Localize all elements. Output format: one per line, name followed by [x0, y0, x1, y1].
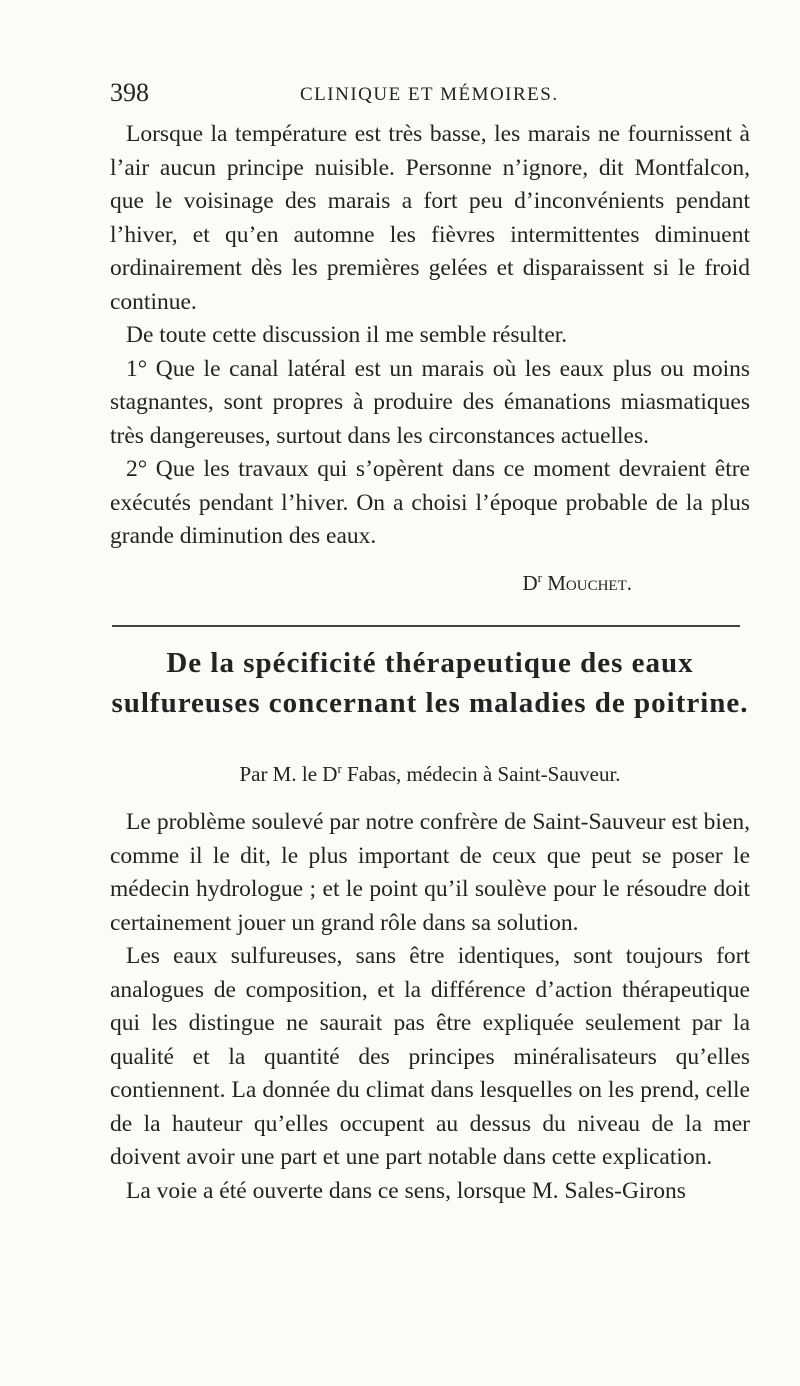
author-signature [522, 571, 632, 596]
paragraph: Le problème soulevé par notre confrère de Saint-Sauveur est bien, comme il le dit, le plus important de ceux que peut se poser le médecin hydrologue ; et le point qu’il soulève pour le résoudre doit certainement jouer un grand rôle dans sa solution. [110, 809, 750, 936]
paragraph: Lorsque la température est très basse, les marais ne fournissent à l’air aucun principe nuisible. Personne n’ignore, dit Montfalcon, que le voisinage des marais a fort peu d’inconvénients pendant l’hiver, et qu’en automne les fièvres intermittentes diminuent ordinairement dès les premières gelées et disparaissent si le froid continue. [110, 121, 750, 315]
signature-prefix: D [522, 571, 538, 595]
paragraph: Les eaux sulfureuses, sans être identiques, sont toujours fort analogues de composition, et la différence d’action thérapeutique qui les distingue ne saurait pas être expliquée seulement par la qualité et la quantité des principes minéralisateurs qu’elles contiennent. La donnée du climat dans lesquelles on les prend, celle de la hauteur qu’elles occupent au dessus du niveau de la mer doivent avoir une part et une part notable dans cette explication. [110, 943, 750, 1170]
article-body [110, 806, 750, 1208]
section-body [110, 118, 750, 554]
paragraph: 2° Que les travaux qui s’opèrent dans ce moment devraient être exécutés pendant l’hiver. On a choisi l’époque probable de la plus grande diminution des eaux. [110, 456, 750, 549]
section-divider [112, 625, 740, 627]
byline-rest: Fabas, médecin à Saint-Sauveur. [341, 762, 621, 786]
running-header [110, 78, 750, 112]
paragraph: La voie a été ouverte dans ce sens, lorsque M. Sales-Girons [126, 1177, 686, 1204]
signature-superscript: r [537, 570, 542, 585]
signature-name: Mouchet. [542, 571, 632, 595]
byline-superscript: r [337, 761, 342, 776]
page-number: 398 [110, 78, 149, 107]
article-title: De la spécificité thérapeutique des eaux sulfureuses concernant les maladies de poitrine. [111, 647, 749, 719]
paragraph: De toute cette discussion il me semble résulter. [126, 322, 568, 348]
byline-prefix: Par M. le D [239, 762, 338, 786]
article-byline [110, 762, 750, 787]
paragraph: 1° Que le canal latéral est un marais où les eaux plus ou moins stagnantes, sont propres à produire des émanations miasmatiques très dangereuses, surtout dans les circonstances actuelles. [110, 355, 750, 449]
running-title: CLINIQUE ET MÉMOIRES. [300, 84, 559, 105]
